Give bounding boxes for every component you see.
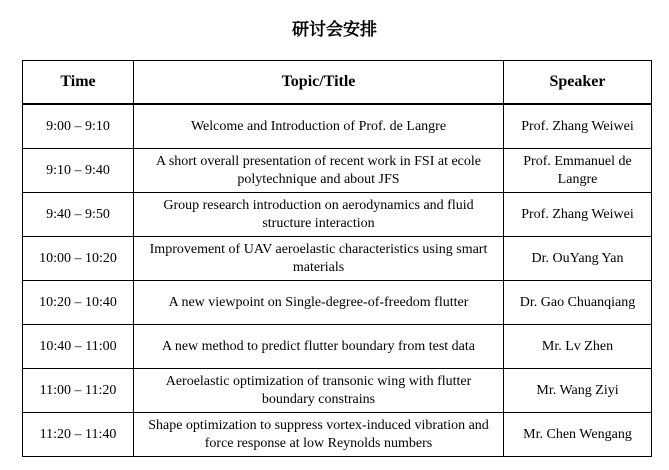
header-topic: Topic/Title [134, 61, 504, 105]
table-row [23, 193, 652, 237]
table-header-row [23, 61, 652, 105]
cell-time: 10:20 – 10:40 [23, 281, 134, 325]
page-title: 研讨会安排 [292, 20, 377, 40]
cell-topic: A new viewpoint on Single-degree-of-freedom flutter [134, 281, 504, 325]
cell-speaker: Dr. Gao Chuanqiang [504, 281, 652, 325]
table-row [23, 325, 652, 369]
table-row [23, 281, 652, 325]
cell-topic: A short overall presentation of recent work in FSI at ecole polytechnique and about JFS [134, 149, 504, 193]
schedule-table [22, 60, 652, 457]
cell-time: 9:40 – 9:50 [23, 193, 134, 237]
cell-topic: Improvement of UAV aeroelastic characteristics using smart materials [134, 237, 504, 281]
table-row [23, 149, 652, 193]
cell-time: 9:10 – 9:40 [23, 149, 134, 193]
cell-time: 11:00 – 11:20 [23, 369, 134, 413]
table-row [23, 104, 652, 149]
cell-time: 10:00 – 10:20 [23, 237, 134, 281]
cell-time: 11:20 – 11:40 [23, 413, 134, 457]
cell-speaker: Mr. Wang Ziyi [504, 369, 652, 413]
header-speaker: Speaker [504, 61, 652, 105]
cell-topic: Welcome and Introduction of Prof. de Langre [134, 104, 504, 149]
cell-speaker: Prof. Zhang Weiwei [504, 193, 652, 237]
cell-time: 9:00 – 9:10 [23, 104, 134, 149]
table-row [23, 413, 652, 457]
cell-time: 10:40 – 11:00 [23, 325, 134, 369]
table-row [23, 237, 652, 281]
cell-topic: Aeroelastic optimization of transonic wing with flutter boundary constrains [134, 369, 504, 413]
cell-topic: Shape optimization to suppress vortex-induced vibration and force response at low Reynolds numbers [134, 413, 504, 457]
cell-speaker: Prof. Zhang Weiwei [504, 104, 652, 149]
cell-speaker: Prof. Emmanuel de Langre [504, 149, 652, 193]
cell-speaker: Mr. Lv Zhen [504, 325, 652, 369]
cell-speaker: Dr. OuYang Yan [504, 237, 652, 281]
cell-topic: A new method to predict flutter boundary from test data [134, 325, 504, 369]
table-row [23, 369, 652, 413]
cell-speaker: Mr. Chen Wengang [504, 413, 652, 457]
header-time: Time [23, 61, 134, 105]
cell-topic: Group research introduction on aerodynamics and fluid structure interaction [134, 193, 504, 237]
